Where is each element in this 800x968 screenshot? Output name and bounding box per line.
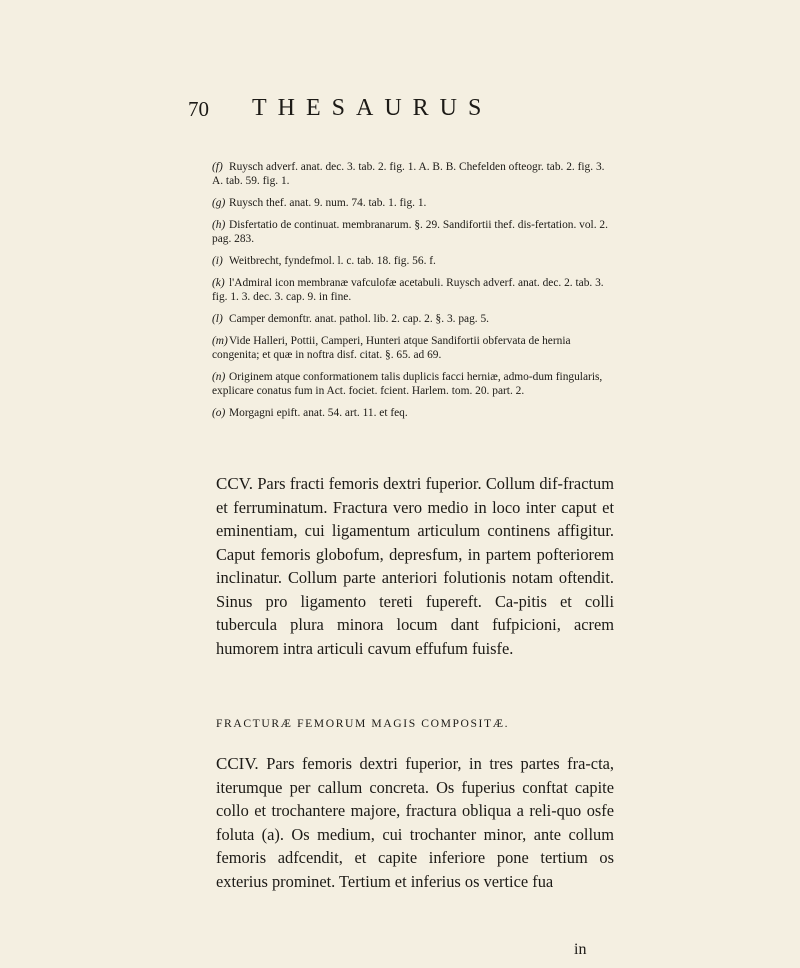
footnote [212,312,612,326]
section-cciv [216,752,614,893]
footnote [212,254,612,268]
footnote-text: Ruysch thef. anat. 9. num. 74. tab. 1. fig. 1. [229,197,427,209]
footnote-text: Originem atque conformationem talis duplicis facci herniæ, admo-dum fingularis, explicare conatus fum in Act. fociet. fcient. Harlem. tom. 20. part. 2. [212,371,603,397]
page-number: 70 [188,97,209,121]
footnote-marker: (k) [212,277,225,289]
footnote-text: Ruysch adverf. anat. dec. 3. tab. 2. fig. 1. A. B. B. Chefelden ofteogr. tab. 2. fig. 3. A. tab. 59. fig. 1. [212,161,605,187]
footnote-marker: (n) [212,371,226,383]
footnote-text: Morgagni epift. anat. 54. art. 11. et feq. [229,407,408,419]
footnote-text: l'Admiral icon membranæ vafculofæ acetabuli. Ruysch adverf. anat. dec. 2. tab. 3. fig. 1. 3. dec. 3. cap. 9. in fine. [212,277,604,303]
footnote-text: Weitbrecht, fyndefmol. l. c. tab. 18. fig. 56. f. [229,255,436,267]
section-text: Pars femoris dextri fuperior, in tres partes fra-cta, iterumque per callum concreta. Os fuperius conftat capite collo et trochantere majore, fractura obliqua a reli-quo osfe foluta (a). Os medium, cui trochanter minor, ante collum femoris adfcendit, et capite inferiore pone tertium os exterius prominet. Tertium et inferius os vertice fua [216,754,615,891]
footnote [212,196,612,210]
footnote [212,370,612,398]
footnote [212,160,612,188]
footnote [212,218,612,246]
footnote-text: Vide Halleri, Pottii, Camperi, Hunteri atque Sandifortii obfervata de hernia congenita; et quæ in noftra disf. citat. §. 65. ad 69. [212,335,571,361]
section-number: CCV. [216,474,254,493]
footnote [212,276,612,304]
footnote-text: Camper demonftr. anat. pathol. lib. 2. cap. 2. §. 3. pag. 5. [229,313,490,325]
footnote-marker: (l) [212,313,223,325]
footnote-marker: (f) [212,161,223,173]
section-ccv [216,472,614,660]
section-cciv-paragraph [216,752,614,893]
section-text: Pars fracti femoris dextri fuperior. Collum dif-fractum et ferruminatum. Fractura vero medio in loco inter caput et eminentiam, cui ligamentum articulum continens affigitur. Caput femoris globofum, depresfum, in partem pofteriorem inclinatur. Collum parte anteriori folutionis notam oftendit. Sinus pro ligamento tereti fupereft. Ca-pitis et colli tubercula plura minora locum dant fufpicioni, acrem humorem intra articuli cavum effufum fuisfe. [216,474,614,658]
footnote [212,334,612,362]
footnote-marker: (m) [212,335,228,347]
footnote [212,406,612,420]
footnote-text: Disfertatio de continuat. membranarum. §. 29. Sandifortii thef. dis-fertation. vol. 2. pag. 283. [212,219,608,245]
catchword: in [574,941,587,958]
section-ccv-paragraph [216,472,614,660]
section-subheading: FRACTURÆ FEMORUM MAGIS COMPOSITÆ. [216,717,510,730]
page-header [0,97,800,133]
section-number: CCIV. [216,754,259,773]
footnote-marker: (h) [212,219,226,231]
footnote-marker: (o) [212,407,226,419]
footnotes [212,160,612,428]
footnote-marker: (g) [212,197,226,209]
running-title: THESAURUS [252,95,493,121]
footnote-marker: (i) [212,255,223,267]
